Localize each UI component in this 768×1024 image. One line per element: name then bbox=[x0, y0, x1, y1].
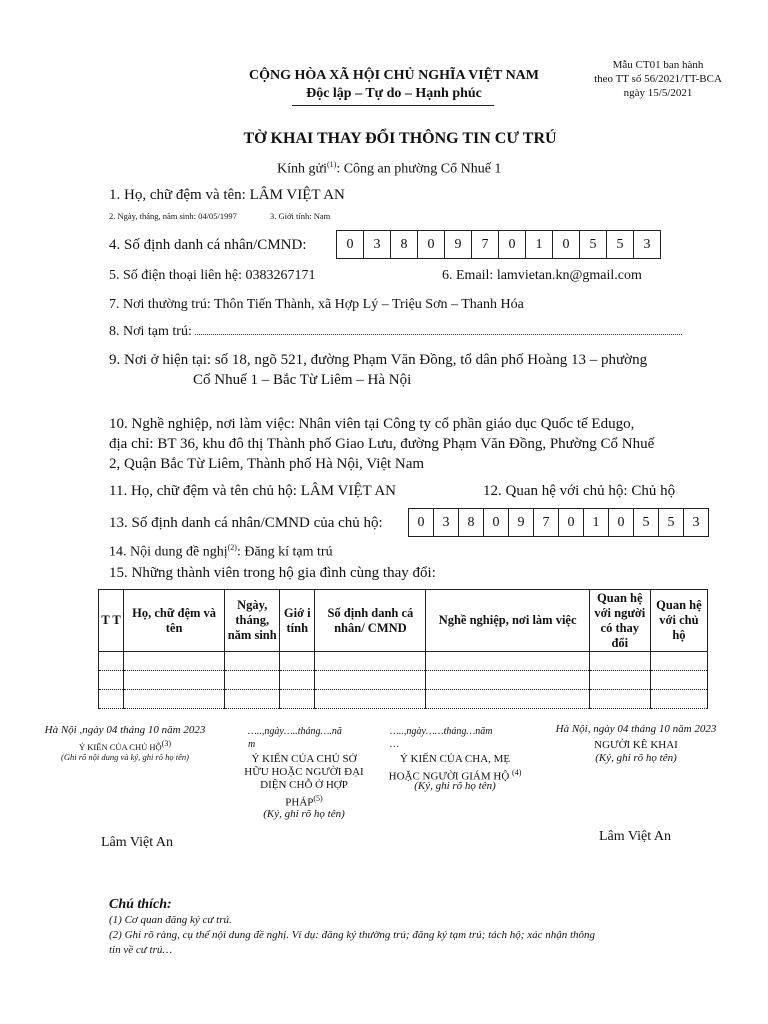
recipient-value: : Công an phường Cổ Nhuế 1 bbox=[336, 161, 502, 177]
field-household-head: 11. Họ, chữ đệm và tên chủ hộ: LÂM VIỆT AN bbox=[109, 483, 396, 499]
id-number-digit: 0 bbox=[418, 231, 445, 259]
table-cell bbox=[99, 690, 124, 709]
table-cell bbox=[315, 671, 426, 690]
declarant-signature-name: Lâm Việt An bbox=[599, 829, 672, 844]
id-number-digit: 3 bbox=[364, 231, 391, 259]
members-table-header bbox=[99, 590, 708, 652]
header-relation-head: Quan hệ với chủ hộ bbox=[650, 590, 707, 652]
recipient-note: (1) bbox=[326, 160, 337, 169]
sign-col2-title-line2: HỮU HOẶC NGƯỜI ĐẠI bbox=[244, 766, 364, 778]
header-occupation: Nghề nghiệp, nơi làm việc bbox=[426, 590, 589, 652]
sign-col2-title-line3: DIỆN CHỖ Ở HỢP bbox=[260, 779, 348, 791]
sign-col3-title-line2-text: HOẶC NGƯỜI GIÁM HỘ bbox=[388, 770, 510, 783]
household-head-id-digit: 8 bbox=[459, 509, 484, 537]
note-2-line1: (2) Ghi rõ ràng, cụ thể nội dung đề nghị. Ví dụ: đăng ký thường trú; đăng ký tạm trú; tách hộ; xác nhận thông bbox=[109, 929, 596, 941]
table-cell bbox=[225, 652, 280, 671]
request-content-label: 14. Nội dung đề nghị bbox=[109, 544, 228, 560]
id-number-digit: 8 bbox=[391, 231, 418, 259]
sign-col2-sub: (Ký, ghi rõ họ tên) bbox=[263, 808, 345, 820]
id-number-digit: 7 bbox=[472, 231, 499, 259]
field-phone: 5. Số điện thoại liên hệ: 0383267171 bbox=[109, 268, 316, 283]
household-head-id-digit: 5 bbox=[634, 509, 659, 537]
form-code-line3: ngày 15/5/2021 bbox=[623, 87, 693, 99]
header-id: Số định danh cá nhân/ CMND bbox=[315, 590, 426, 652]
table-cell bbox=[99, 652, 124, 671]
table-cell bbox=[225, 671, 280, 690]
field-full-name bbox=[109, 187, 345, 204]
sign-col3-date-line2: … bbox=[390, 739, 399, 750]
sign-col3-note: (4) bbox=[512, 768, 522, 777]
header-relation-changer: Quan hệ với người có thay đổi bbox=[589, 590, 650, 652]
sign-col2-date-line1: …..,ngày…..tháng….nă bbox=[248, 726, 342, 737]
request-content-note: (2) bbox=[227, 543, 237, 552]
table-cell bbox=[225, 690, 280, 709]
recipient-label: Kính gửi bbox=[277, 161, 327, 177]
field-temporary-residence bbox=[109, 324, 682, 340]
id-number-digit: 0 bbox=[337, 231, 364, 259]
table-cell bbox=[315, 690, 426, 709]
sign-col3-title-line1: Ý KIẾN CỦA CHA, MẸ bbox=[399, 753, 511, 765]
temporary-residence-label: 8. Nơi tạm trú: bbox=[109, 324, 192, 339]
household-head-id-digit: 9 bbox=[509, 509, 534, 537]
note-2-line2: tin về cư trú… bbox=[109, 944, 173, 956]
household-head-id-label: 13. Số định danh cá nhân/CMND của chủ hộ: bbox=[109, 515, 383, 531]
form-code-line1: Mẫu CT01 ban hành bbox=[612, 59, 704, 71]
table-cell bbox=[124, 690, 225, 709]
field-email: 6. Email: lamvietan.kn@gmail.com bbox=[442, 268, 642, 283]
table-cell bbox=[124, 671, 225, 690]
household-head-id-digit: 0 bbox=[609, 509, 634, 537]
table-cell bbox=[650, 690, 707, 709]
header-name: Họ, chữ đệm và tên bbox=[124, 590, 225, 652]
field-occupation-line3: 2, Quận Bắc Từ Liêm, Thành phố Hà Nội, Việt Nam bbox=[109, 456, 425, 472]
household-head-id-digit: 5 bbox=[659, 509, 684, 537]
table-cell bbox=[315, 652, 426, 671]
household-head-id-digit: 0 bbox=[484, 509, 509, 537]
id-number-digit: 5 bbox=[580, 231, 607, 259]
sign-col2-date-line2: m bbox=[248, 739, 256, 750]
note-1: (1) Cơ quan đăng ký cư trú. bbox=[109, 914, 232, 926]
sign-col2-title-line1: Ý KIẾN CỦA CHỦ SỞ bbox=[251, 753, 357, 765]
id-number-digit: 1 bbox=[526, 231, 553, 259]
field-current-address-line2: Cổ Nhuế 1 – Bắc Từ Liêm – Hà Nội bbox=[193, 372, 412, 388]
id-number-label: 4. Số định danh cá nhân/CMND: bbox=[109, 237, 307, 253]
table-cell bbox=[589, 671, 650, 690]
table-row bbox=[99, 671, 708, 690]
sign-col2-title bbox=[240, 753, 368, 810]
household-head-id-digit: 3 bbox=[684, 509, 709, 537]
sign-col3-date-line1: …..,ngày……tháng…năm bbox=[390, 726, 493, 737]
sign-col1-sub: (Ghi rõ nội dung và ký, ghi rõ họ tên) bbox=[61, 752, 189, 762]
field-occupation-line2: địa chỉ: BT 36, khu đô thị Thành phố Giao Lưu, đường Phạm Văn Đồng, Phường Cổ Nhuế bbox=[109, 436, 655, 452]
header-dob: Ngày, tháng, năm sinh bbox=[225, 590, 280, 652]
field-date-of-birth: 2. Ngày, tháng, năm sinh: 04/05/1997 bbox=[109, 211, 237, 221]
household-head-id-digit: 7 bbox=[534, 509, 559, 537]
full-name-label: 1. Họ, chữ đệm và tên: bbox=[109, 187, 246, 203]
motto-underline bbox=[292, 105, 494, 106]
notes-heading: Chú thích: bbox=[109, 897, 172, 912]
household-head-signature-name: Lâm Việt An bbox=[101, 835, 174, 850]
field-occupation-line1: 10. Nghề nghiệp, nơi làm việc: Nhân viên tại Công ty cổ phần giáo dục Quốc tế Edugo, bbox=[109, 416, 635, 432]
form-code-line2: theo TT số 56/2021/TT-BCA bbox=[594, 73, 722, 85]
table-cell bbox=[589, 652, 650, 671]
table-cell bbox=[589, 690, 650, 709]
recipient-line bbox=[277, 160, 501, 178]
temporary-residence-blank bbox=[195, 334, 682, 335]
field-household-members: 15. Những thành viên trong hộ gia đình cùng thay đổi: bbox=[109, 565, 436, 581]
household-head-id-digit: 1 bbox=[584, 509, 609, 537]
table-cell bbox=[280, 690, 315, 709]
full-name-value: LÂM VIỆT AN bbox=[249, 187, 345, 203]
field-current-address-line1: 9. Nơi ở hiện tại: số 18, ngõ 521, đường Phạm Văn Đồng, tổ dân phố Hoàng 13 – phường bbox=[109, 352, 648, 368]
sign-col2-title-line4-text: PHÁP bbox=[285, 796, 314, 809]
field-permanent-residence: 7. Nơi thường trú: Thôn Tiến Thành, xã Hợp Lý – Triệu Sơn – Thanh Hóa bbox=[109, 297, 524, 312]
sign-col1-title bbox=[40, 739, 210, 752]
id-number-boxes bbox=[336, 230, 661, 259]
form-code bbox=[583, 58, 733, 100]
table-cell bbox=[426, 652, 589, 671]
sign-col4-date: Hà Nội, ngày 04 tháng 10 năm 2023 bbox=[555, 723, 717, 735]
id-number-digit: 3 bbox=[634, 231, 661, 259]
table-row bbox=[99, 652, 708, 671]
form-title: TỜ KHAI THAY ĐỔI THÔNG TIN CƯ TRÚ bbox=[243, 130, 557, 147]
table-cell bbox=[426, 671, 589, 690]
field-gender: 3. Giới tính: Nam bbox=[270, 211, 331, 221]
table-cell bbox=[426, 690, 589, 709]
sign-col4-sub: (Ký, ghi rõ họ tên) bbox=[595, 752, 677, 764]
motto: Độc lập – Tự do – Hạnh phúc bbox=[306, 86, 482, 101]
sign-col4-title: NGƯỜI KÊ KHAI bbox=[594, 739, 678, 751]
sign-col2-title-line4 bbox=[240, 792, 368, 810]
sign-col2-note: (5) bbox=[313, 794, 323, 803]
household-members-table bbox=[98, 589, 708, 709]
sign-col3-sub: (Ký, ghi rõ họ tên) bbox=[414, 780, 496, 792]
household-head-id-digit: 3 bbox=[434, 509, 459, 537]
sign-col1-date: Hà Nội ,ngày 04 tháng 10 năm 2023 bbox=[44, 724, 206, 736]
id-number-digit: 0 bbox=[553, 231, 580, 259]
id-number-digit: 5 bbox=[607, 231, 634, 259]
id-number-digit: 9 bbox=[445, 231, 472, 259]
sign-col1-title-text: Ý KIẾN CỦA CHỦ HỘ bbox=[79, 741, 162, 752]
household-head-id-digit: 0 bbox=[409, 509, 434, 537]
table-row bbox=[99, 690, 708, 709]
id-number-digit: 0 bbox=[499, 231, 526, 259]
table-cell bbox=[650, 652, 707, 671]
field-request-content bbox=[109, 543, 333, 561]
household-head-id-digit: 0 bbox=[559, 509, 584, 537]
header-stt: T T bbox=[99, 590, 124, 652]
sign-col1-note: (3) bbox=[161, 739, 171, 748]
table-cell bbox=[99, 671, 124, 690]
request-content-value: : Đăng kí tạm trú bbox=[236, 544, 333, 560]
header-gender: Giớ i tính bbox=[280, 590, 315, 652]
table-cell bbox=[124, 652, 225, 671]
field-relation-to-head: 12. Quan hệ với chủ hộ: Chủ hộ bbox=[483, 483, 676, 499]
table-cell bbox=[280, 652, 315, 671]
table-cell bbox=[280, 671, 315, 690]
table-cell bbox=[650, 671, 707, 690]
country-name: CỘNG HÒA XÃ HỘI CHỦ NGHĨA VIỆT NAM bbox=[248, 68, 539, 83]
household-head-id-boxes bbox=[408, 508, 709, 537]
